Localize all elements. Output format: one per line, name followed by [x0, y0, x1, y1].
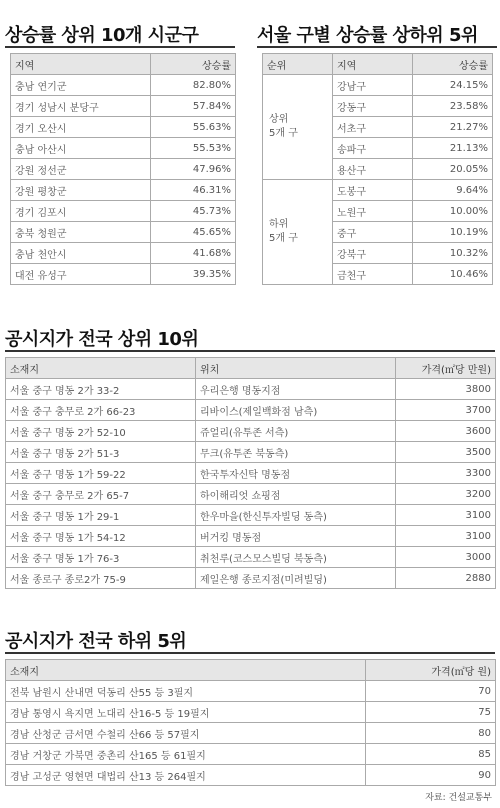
rate-cell: 10.00% [413, 201, 493, 222]
rate-cell: 39.35% [151, 264, 236, 285]
price-cell: 3600 [396, 421, 496, 442]
price-cell: 70 [366, 681, 496, 702]
col-header-price: 가격(㎡당 원) [366, 660, 496, 681]
table-row [11, 96, 236, 117]
table-header-row [6, 660, 496, 681]
position-cell: 한우마을(한신투자빌딩 동측) [196, 505, 396, 526]
rate-cell: 10.19% [413, 222, 493, 243]
position-cell: 취천루(코스모스빌딩 북동측) [196, 547, 396, 568]
seoul-table [262, 53, 493, 285]
rate-cell: 21.13% [413, 138, 493, 159]
location-cell: 전북 남원시 산내면 덕동리 산55 등 3필지 [6, 681, 366, 702]
col-header-position: 위치 [196, 358, 396, 379]
table-row [11, 159, 236, 180]
price-cell: 3800 [396, 379, 496, 400]
location-cell: 서울 중구 충무로 2가 66-23 [6, 400, 196, 421]
table-row [263, 75, 493, 96]
region-cell: 경기 오산시 [11, 117, 151, 138]
table-row [11, 201, 236, 222]
location-cell: 서울 중구 명동 1가 59-22 [6, 463, 196, 484]
top-rise-table [10, 53, 236, 285]
rate-cell: 10.32% [413, 243, 493, 264]
top-land-table [5, 357, 496, 589]
rate-cell: 46.31% [151, 180, 236, 201]
district-cell: 도봉구 [333, 180, 413, 201]
table-row [6, 744, 496, 765]
location-cell: 서울 중구 명동 2가 52-10 [6, 421, 196, 442]
rate-cell: 24.15% [413, 75, 493, 96]
location-cell: 서울 중구 명동 1가 54-12 [6, 526, 196, 547]
rate-cell: 45.65% [151, 222, 236, 243]
table-row [6, 681, 496, 702]
location-cell: 서울 중구 명동 1가 76-3 [6, 547, 196, 568]
table-row [6, 379, 496, 400]
col-header-location: 소재지 [6, 358, 196, 379]
district-cell: 송파구 [333, 138, 413, 159]
region-cell: 강원 정선군 [11, 159, 151, 180]
location-cell: 서울 중구 명동 2가 51-3 [6, 442, 196, 463]
table-row [11, 117, 236, 138]
region-cell: 강원 평창군 [11, 180, 151, 201]
price-cell: 3700 [396, 400, 496, 421]
district-cell: 강남구 [333, 75, 413, 96]
rate-cell: 23.58% [413, 96, 493, 117]
region-cell: 충북 청원군 [11, 222, 151, 243]
location-cell: 경남 통영시 욕지면 노대리 산16-5 등 19필지 [6, 702, 366, 723]
position-cell: 리바이스(제일백화점 남측) [196, 400, 396, 421]
region-cell: 경기 김포시 [11, 201, 151, 222]
table-row [6, 463, 496, 484]
price-cell: 3100 [396, 505, 496, 526]
district-cell: 서초구 [333, 117, 413, 138]
col-header-location: 소재지 [6, 660, 366, 681]
location-cell: 경남 산청군 금서면 수철리 산66 등 57필지 [6, 723, 366, 744]
price-cell: 3100 [396, 526, 496, 547]
position-cell: 우리은행 명동지점 [196, 379, 396, 400]
col-header-rank: 순위 [263, 54, 333, 75]
district-cell: 강동구 [333, 96, 413, 117]
table-row [6, 723, 496, 744]
col-header-price: 가격(㎡당 만원) [396, 358, 496, 379]
table-row [263, 180, 493, 201]
rate-cell: 57.84% [151, 96, 236, 117]
col-header-region: 지역 [11, 54, 151, 75]
seoul-lower-group-label: 하위 5개 구 [263, 180, 333, 285]
top-land-title-rule [5, 350, 495, 352]
table-row [6, 702, 496, 723]
location-cell: 경남 고성군 영현면 대법리 산13 등 264필지 [6, 765, 366, 786]
top-rise-title-rule [5, 46, 235, 48]
bottom-land-table [5, 659, 496, 786]
table-row [11, 222, 236, 243]
rate-cell: 41.68% [151, 243, 236, 264]
price-cell: 3500 [396, 442, 496, 463]
table-row [11, 75, 236, 96]
district-cell: 금천구 [333, 264, 413, 285]
col-header-rate: 상승률 [151, 54, 236, 75]
rate-cell: 55.63% [151, 117, 236, 138]
price-cell: 3200 [396, 484, 496, 505]
district-cell: 강북구 [333, 243, 413, 264]
region-cell: 충남 연기군 [11, 75, 151, 96]
price-cell: 90 [366, 765, 496, 786]
price-cell: 2880 [396, 568, 496, 589]
table-row [11, 243, 236, 264]
seoul-upper-group-label: 상위 5개 구 [263, 75, 333, 180]
top-rise-title: 상승률 상위 10개 시군구 [5, 25, 199, 46]
region-cell: 충남 천안시 [11, 243, 151, 264]
position-cell: 한국투자신탁 명동점 [196, 463, 396, 484]
table-row [6, 400, 496, 421]
col-header-district: 지역 [333, 54, 413, 75]
district-cell: 용산구 [333, 159, 413, 180]
table-header-row [6, 358, 496, 379]
region-cell: 충남 아산시 [11, 138, 151, 159]
table-row [6, 484, 496, 505]
table-row [6, 765, 496, 786]
rate-cell: 55.53% [151, 138, 236, 159]
table-row [11, 264, 236, 285]
price-cell: 3300 [396, 463, 496, 484]
seoul-title: 서울 구별 상승률 상하위 5위 [257, 25, 478, 46]
bottom-land-title-rule [5, 652, 495, 654]
position-cell: 버거킹 명동점 [196, 526, 396, 547]
table-row [6, 568, 496, 589]
price-cell: 3000 [396, 547, 496, 568]
seoul-title-rule [257, 46, 497, 48]
district-cell: 노원구 [333, 201, 413, 222]
rate-cell: 20.05% [413, 159, 493, 180]
price-cell: 80 [366, 723, 496, 744]
rate-cell: 21.27% [413, 117, 493, 138]
table-header-row [11, 54, 236, 75]
rate-cell: 82.80% [151, 75, 236, 96]
table-row [6, 505, 496, 526]
location-cell: 서울 중구 충무로 2가 65-7 [6, 484, 196, 505]
district-cell: 중구 [333, 222, 413, 243]
table-row [6, 547, 496, 568]
location-cell: 서울 중구 명동 2가 33-2 [6, 379, 196, 400]
table-row [11, 138, 236, 159]
region-cell: 경기 성남시 분당구 [11, 96, 151, 117]
col-header-rate: 상승률 [413, 54, 493, 75]
table-header-row [263, 54, 493, 75]
region-cell: 대전 유성구 [11, 264, 151, 285]
location-cell: 경남 거창군 가북면 중촌리 산165 등 61필지 [6, 744, 366, 765]
location-cell: 서울 종로구 종로2가 75-9 [6, 568, 196, 589]
top-land-title: 공시지가 전국 상위 10위 [5, 329, 199, 350]
position-cell: 하이해리엇 쇼핑점 [196, 484, 396, 505]
table-row [6, 526, 496, 547]
position-cell: 쥬얼리(유투존 서측) [196, 421, 396, 442]
source-note: 자료: 건설교통부 [425, 793, 492, 803]
position-cell: 무크(유투존 북동측) [196, 442, 396, 463]
rate-cell: 9.64% [413, 180, 493, 201]
table-row [6, 442, 496, 463]
rate-cell: 10.46% [413, 264, 493, 285]
price-cell: 75 [366, 702, 496, 723]
rate-cell: 47.96% [151, 159, 236, 180]
price-cell: 85 [366, 744, 496, 765]
position-cell: 제일은행 종로지점(미려빌딩) [196, 568, 396, 589]
table-row [11, 180, 236, 201]
rate-cell: 45.73% [151, 201, 236, 222]
location-cell: 서울 중구 명동 1가 29-1 [6, 505, 196, 526]
bottom-land-title: 공시지가 전국 하위 5위 [5, 631, 187, 652]
table-row [6, 421, 496, 442]
